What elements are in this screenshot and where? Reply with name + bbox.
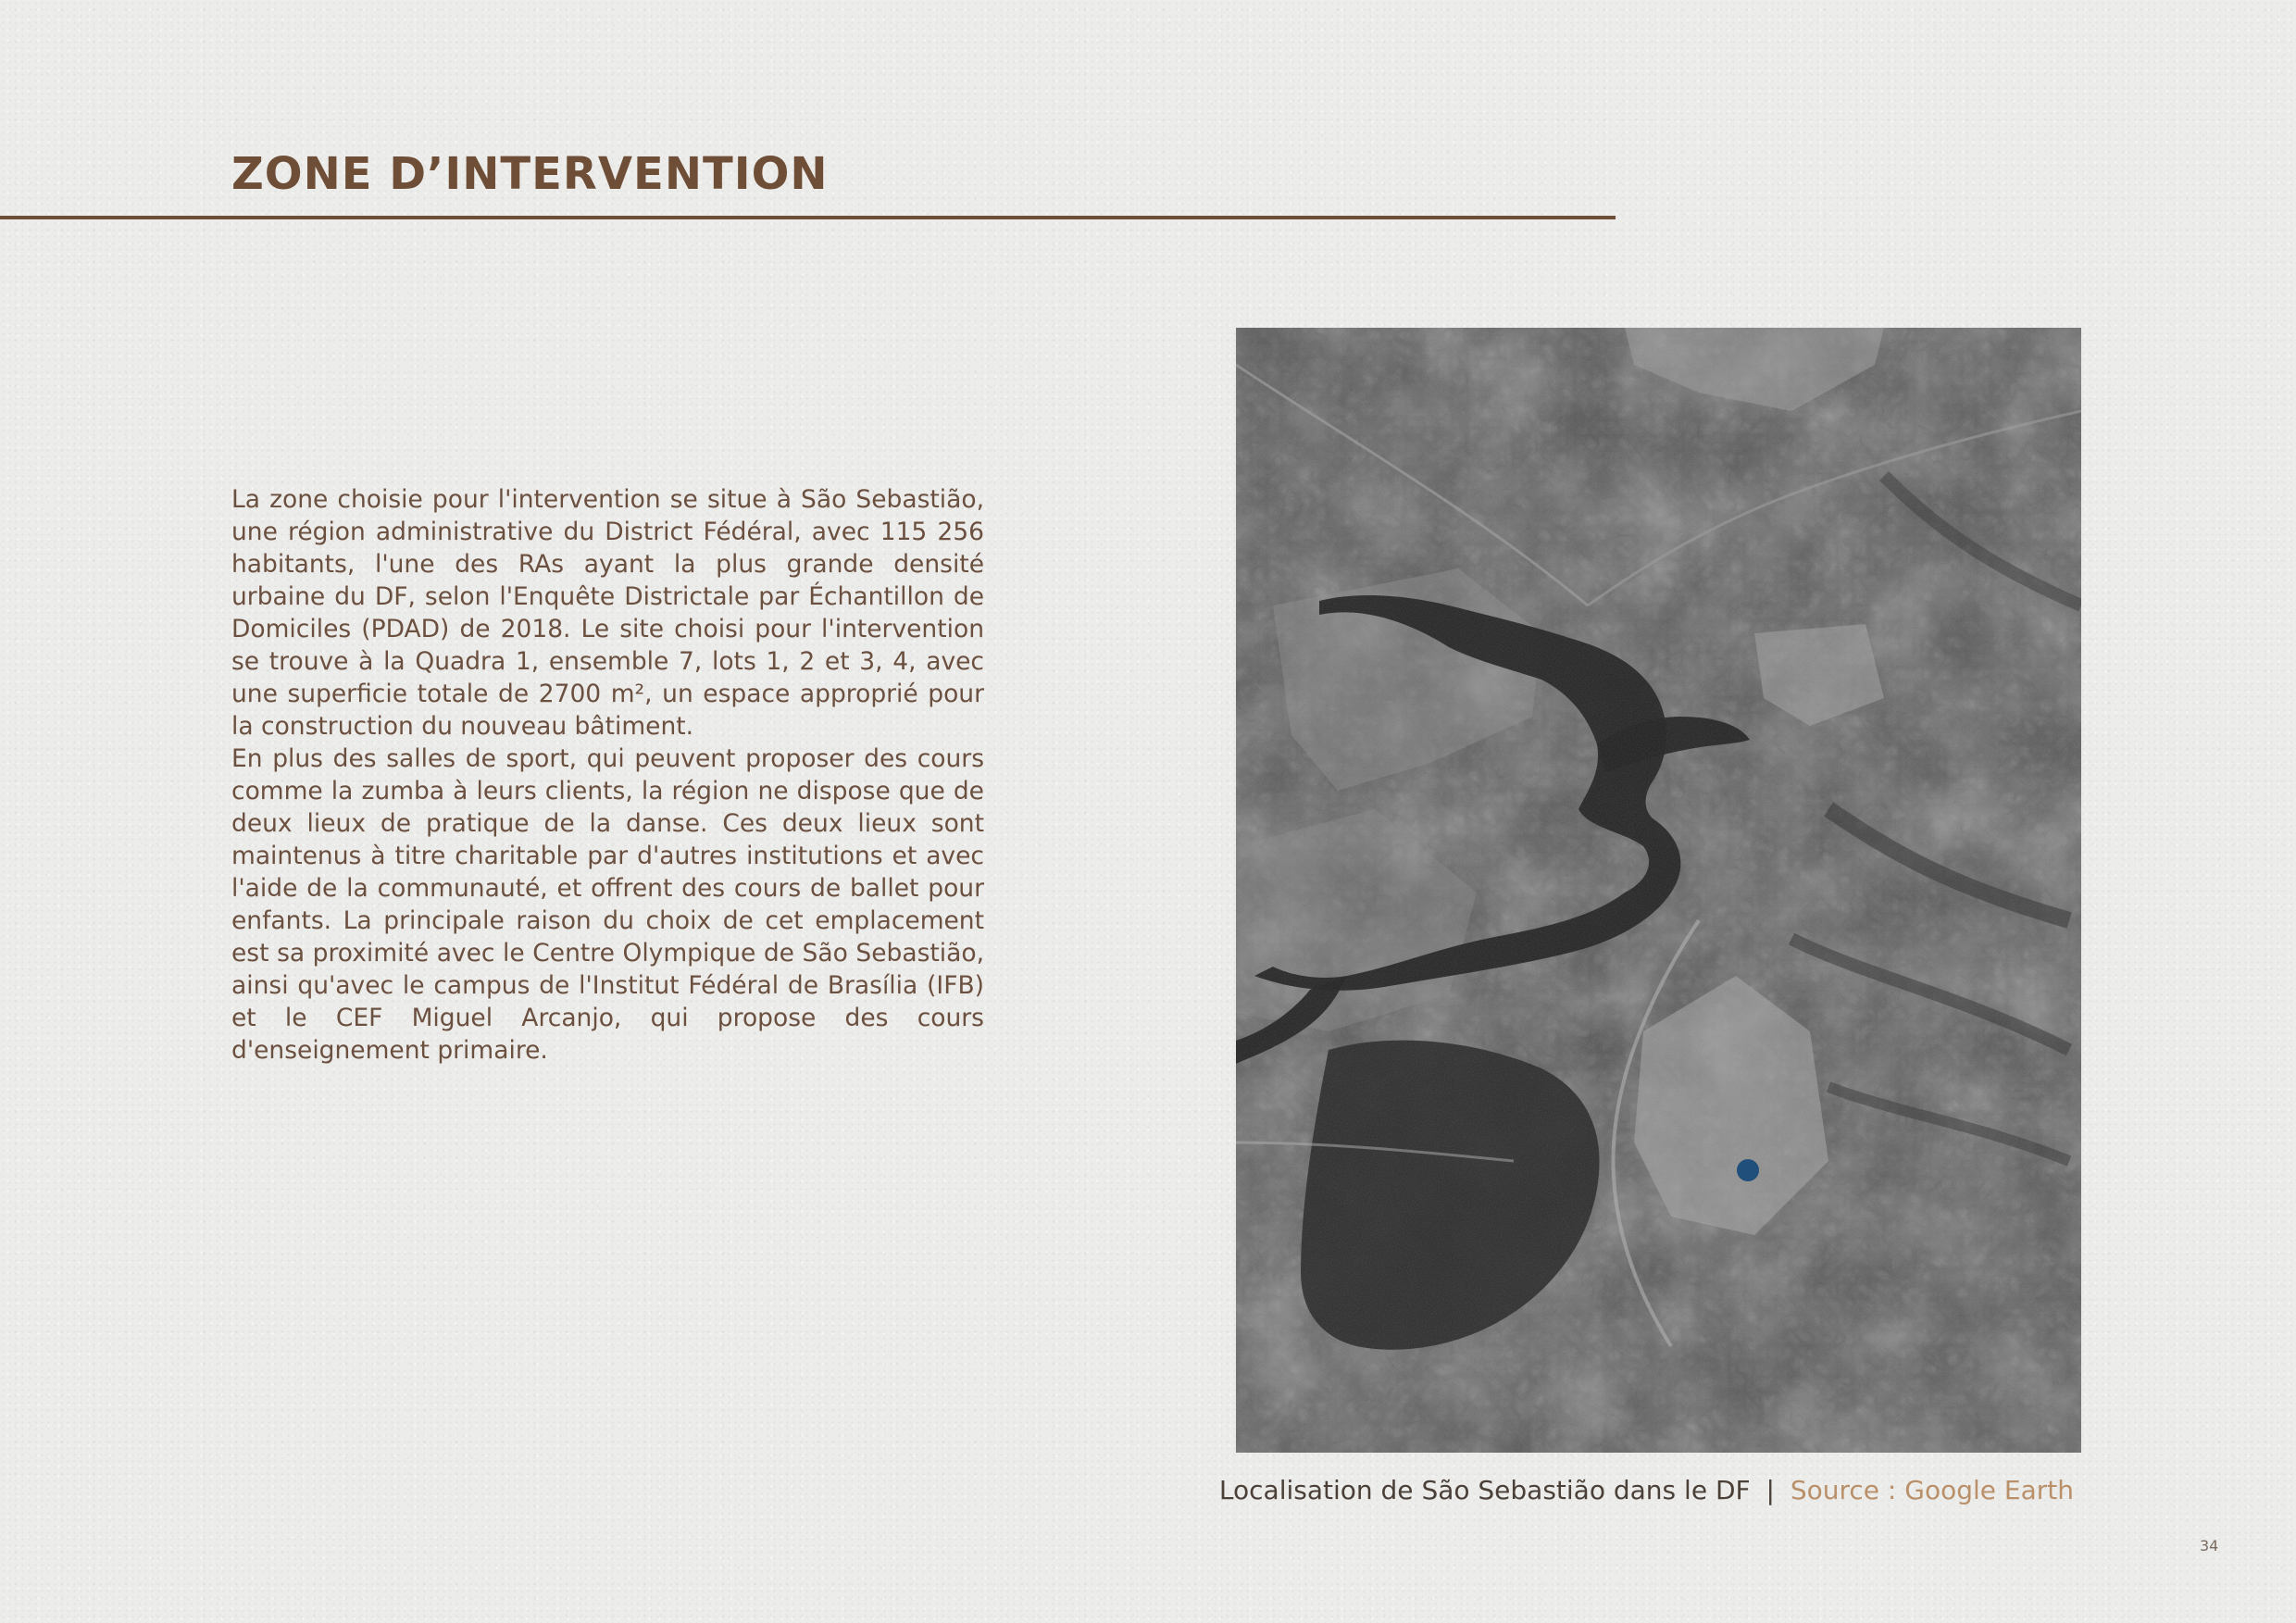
satellite-map-image: [1236, 328, 2081, 1453]
caption-separator: |: [1766, 1475, 1775, 1505]
body-text: [231, 483, 984, 1067]
paragraph: En plus des salles de sport, qui peuvent proposer des cours comme la zumba à leurs clients, la région ne dispose que de deux lieux de pratique de la danse. Ces deux lieux sont maintenus à titre charitable par d'autres institutions et avec l'aide de la communauté, et offrent des cours de ballet pour enfants. La principale raison du choix de cet emplacement est sa proximité avec le Centre Olympique de São Sebastião, ainsi qu'avec le campus de l'Institut Fédéral de Brasília (IFB) et le CEF Miguel Arcanjo, qui propose des cours d'enseignement primaire.: [231, 744, 984, 1065]
satellite-map-graphic: [1236, 328, 2081, 1453]
page-number: 34: [2200, 1537, 2219, 1554]
site-location-marker: [1737, 1159, 1759, 1181]
paragraph: La zone choisie pour l'intervention se situe à São Sebastião, une région administrative du District Fédéral, avec 115 256 habitants, l'une des RAs ayant la plus grande densité urbaine du DF, selon l'Enquête Districtale par Échantillon de Domiciles (PDAD) de 2018. Le site choisi pour l'intervention se trouve à la Quadra 1, ensemble 7, lots 1, 2 et 3, 4, avec une superficie totale de 2700 m², un espace approprié pour la construction du nouveau bâtiment.: [231, 485, 984, 741]
page-title: ZONE D’INTERVENTION: [231, 148, 829, 200]
map-grain: [1236, 328, 2081, 1453]
caption-source: Source : Google Earth: [1790, 1475, 2074, 1505]
caption-text: Localisation de São Sebastião dans le DF: [1218, 1475, 1751, 1505]
title-underline: [0, 216, 1616, 219]
figure-caption: [1219, 1472, 2074, 1509]
